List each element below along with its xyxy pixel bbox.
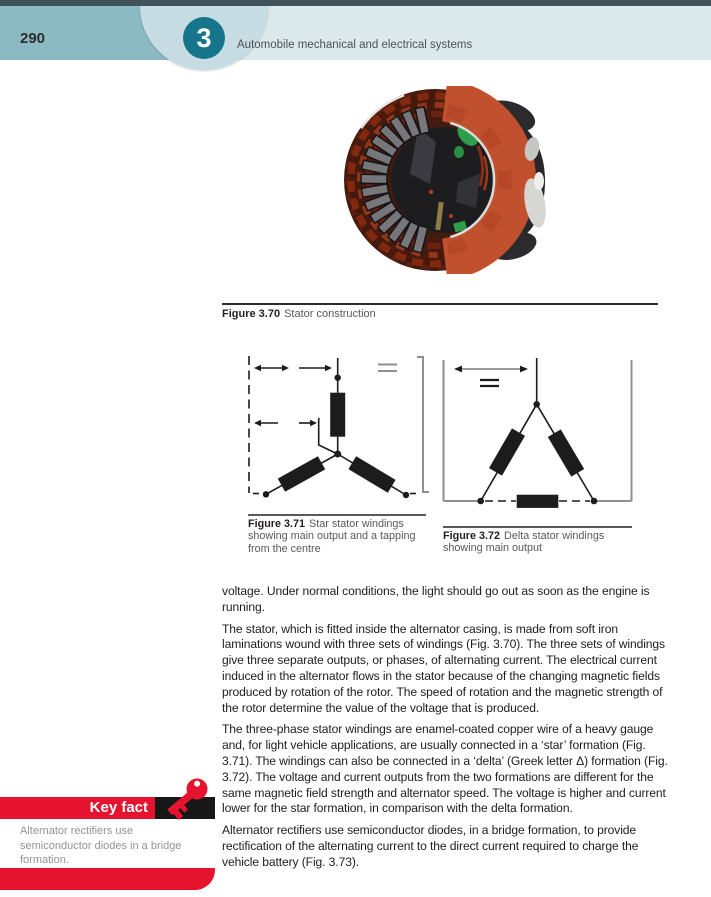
figure-372-rule: [443, 526, 632, 528]
body-text: [222, 584, 669, 877]
page-number: 290: [20, 30, 46, 47]
figure-371-label: Figure 3.71: [248, 518, 306, 530]
key-icon: [153, 774, 217, 822]
figure-371-rule: [248, 514, 426, 516]
stator-photo: [338, 86, 556, 274]
figure-372-label: Figure 3.72: [443, 530, 501, 542]
figure-372-caption-text: Delta stator windings showing main output: [443, 530, 605, 555]
figure-370-caption: [222, 308, 652, 320]
paragraph: voltage. Under normal conditions, the light should go out as soon as the engine is running.: [222, 584, 650, 614]
star-windings-diagram: [240, 350, 430, 515]
figure-370-label: Figure 3.70: [222, 308, 281, 320]
delta-windings-diagram: [440, 355, 635, 510]
figure-371-caption: [248, 518, 430, 555]
paragraph: The three-phase stator windings are enamel-coated copper wire of a heavy gauge and, for light vehicle applications, are usually connected in a ‘star’ formation (Fig. 3.71). The windings can also be connected in a ‘delta’ (Greek letter Δ) formation (Fig. 3.72). The voltage and current outputs from the two formations are different for the same magnetic field strength and alternator speed. The voltage is higher and current lower for the star formation, in comparison with the delta formation.: [222, 722, 668, 816]
paragraph: The stator, which is fitted inside the alternator casing, is made from soft iron laminations wound with three sets of windings (Fig. 3.70). The three sets of windings give three separate outputs, or phases, of alternating current. The electrical current induced in the alternator flows in the stator because of the changing magnetic fields produced by rotation of the rotor. The speed of rotation and the magnetic strength of the rotor determine the value of the voltage that is produced.: [222, 621, 666, 715]
key-fact-header: [0, 797, 155, 819]
chapter-title: Automobile mechanical and electrical systems: [237, 39, 473, 51]
key-fact-footer: [0, 868, 215, 890]
chapter-badge: [183, 17, 225, 59]
header-top-strip: [0, 0, 711, 6]
figure-370-rule: [222, 303, 658, 305]
figure-370-caption-text: Stator construction: [284, 308, 376, 320]
key-fact-text: Alternator rectifiers use semiconductor diodes in a bridge formation.: [20, 825, 182, 867]
header-pale-band: [235, 6, 711, 60]
key-fact-title: Key fact: [89, 799, 148, 816]
paragraph: Alternator rectifiers use semiconductor diodes, in a bridge formation, to provide rectification of the alternating current to the direct current required to charge the vehicle battery (Fig. 3.73).: [222, 823, 639, 869]
chapter-number: 3: [196, 23, 212, 53]
figure-372-caption: [443, 530, 635, 555]
figure-371-caption-text: Star stator windings showing main output and a tapping from the centre: [248, 518, 416, 555]
